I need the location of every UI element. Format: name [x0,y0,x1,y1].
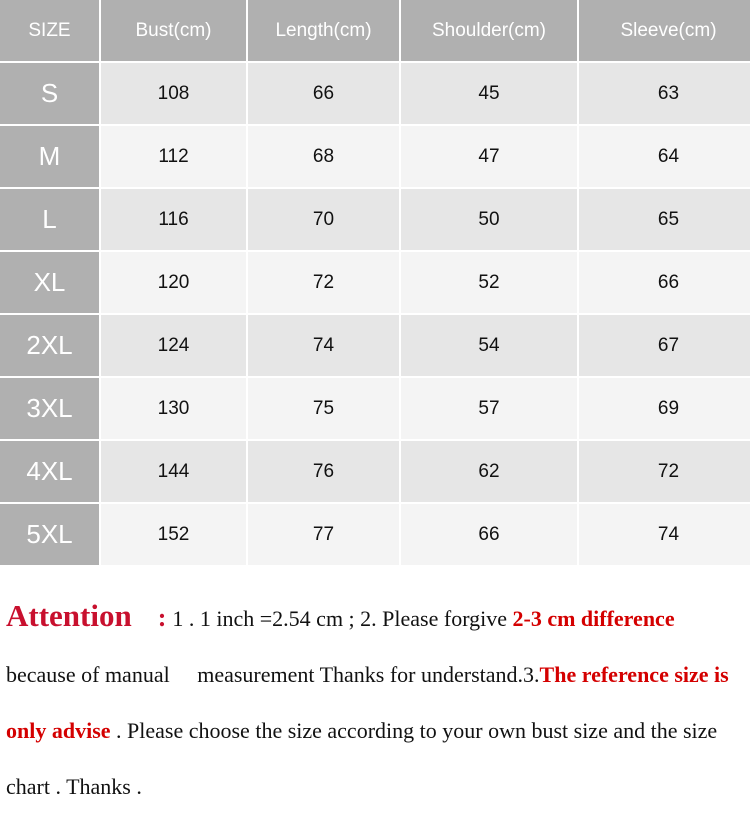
table-cell: 63 [579,63,750,124]
table-cell: 45 [401,63,577,124]
table-cell: 64 [579,126,750,187]
note-text-2: because of manual measurement Thanks for understand.3. [6,662,540,687]
note-text-1: 1 . 1 inch =2.54 cm ; 2. Please forgive [172,606,513,631]
header-shoulder: Shoulder(cm) [401,0,577,61]
size-label: 2XL [0,315,99,376]
table-cell: 65 [579,189,750,250]
table-cell: 66 [401,504,577,565]
table-cell: 57 [401,378,577,439]
size-label: 5XL [0,504,99,565]
table-cell: 50 [401,189,577,250]
table-cell: 72 [248,252,399,313]
attention-label: Attention [6,598,132,633]
table-cell: 130 [101,378,246,439]
table-cell: 112 [101,126,246,187]
table-cell: 69 [579,378,750,439]
table-cell: 70 [248,189,399,250]
note-highlight-reference: The reference size is only advise [6,662,729,743]
size-label: XL [0,252,99,313]
table-cell: 52 [401,252,577,313]
attention-note [6,588,748,815]
table-cell: 62 [401,441,577,502]
size-label: 4XL [0,441,99,502]
table-cell: 108 [101,63,246,124]
table-cell: 47 [401,126,577,187]
header-sleeve: Sleeve(cm) [579,0,750,61]
size-label: L [0,189,99,250]
table-cell: 144 [101,441,246,502]
header-bust: Bust(cm) [101,0,246,61]
table-cell: 152 [101,504,246,565]
note-highlight-difference: 2-3 cm difference [512,606,675,631]
table-cell: 124 [101,315,246,376]
table-cell: 74 [248,315,399,376]
table-cell: 76 [248,441,399,502]
size-label: 3XL [0,378,99,439]
table-cell: 72 [579,441,750,502]
table-cell: 54 [401,315,577,376]
attention-colon: : [157,603,167,632]
table-cell: 77 [248,504,399,565]
table-cell: 68 [248,126,399,187]
note-text-3: . Please choose the size according to your own bust size and the size chart . Thanks . [6,718,718,799]
table-cell: 67 [579,315,750,376]
table-cell: 120 [101,252,246,313]
header-size: SIZE [0,0,99,61]
table-cell: 74 [579,504,750,565]
table-cell: 66 [579,252,750,313]
table-cell: 75 [248,378,399,439]
header-length: Length(cm) [248,0,399,61]
size-label: M [0,126,99,187]
size-label: S [0,63,99,124]
table-cell: 66 [248,63,399,124]
table-cell: 116 [101,189,246,250]
